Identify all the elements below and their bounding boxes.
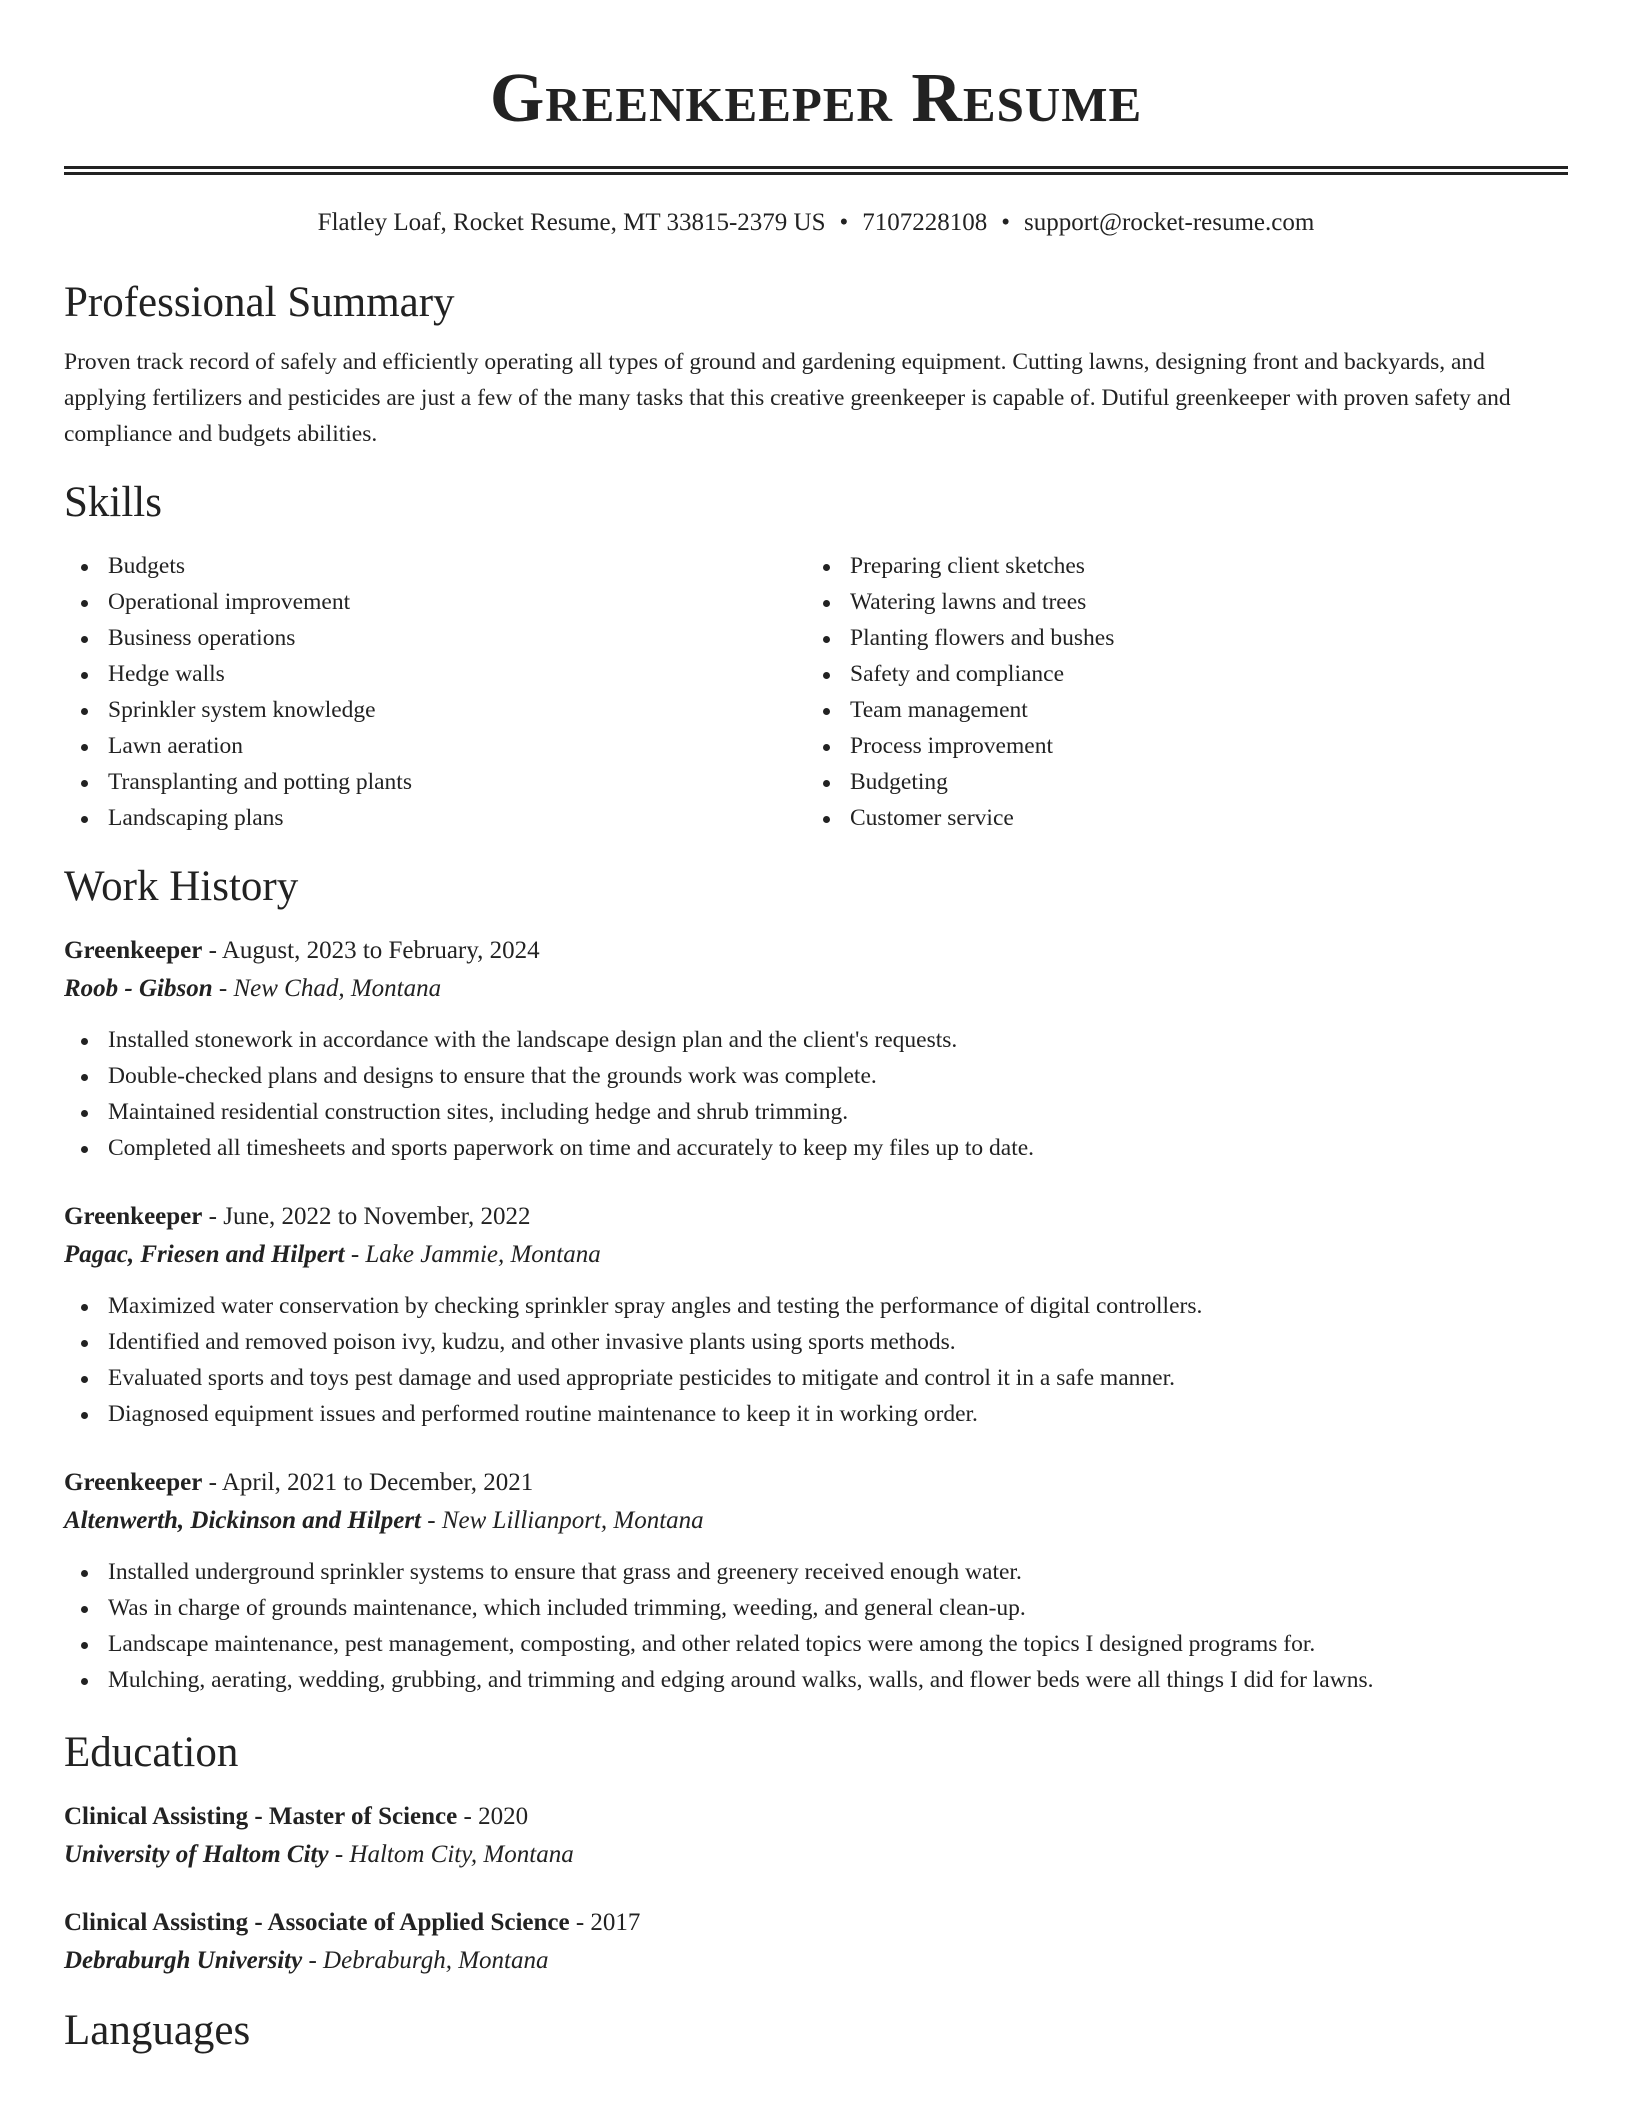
employer-name: Roob - Gibson xyxy=(64,975,213,1002)
employer-name: Altenwerth, Dickinson and Hilpert xyxy=(64,1507,422,1534)
skill-item: Team management xyxy=(806,692,1548,728)
skill-item: Watering lawns and trees xyxy=(806,584,1548,620)
skill-item: Preparing client sketches xyxy=(806,548,1548,584)
duty-item: Completed all timesheets and sports paperwork on time and accurately to keep my files up to date. xyxy=(64,1130,1568,1166)
job-title-line xyxy=(64,1198,1568,1236)
languages-heading: Languages xyxy=(64,2007,251,2054)
contact-separator: • xyxy=(839,209,849,236)
skill-item: Process improvement xyxy=(806,728,1548,764)
job-dates: - June, 2022 to November, 2022 xyxy=(202,1203,531,1230)
contact-phone: 7107228108 xyxy=(862,209,988,236)
job-duties xyxy=(64,1022,1568,1166)
duty-item: Installed underground sprinkler systems to ensure that grass and greenery received enough water. xyxy=(64,1554,1568,1590)
work-history-heading: Work History xyxy=(64,863,299,910)
job-title-line xyxy=(64,932,1568,970)
duty-item: Landscape maintenance, pest management, composting, and other related topics were among the topics I designed programs for. xyxy=(64,1626,1568,1662)
degree-name: Clinical Assisting - Associate of Applied Science xyxy=(64,1909,570,1936)
job-entry xyxy=(64,1464,1568,1698)
school-line xyxy=(64,1836,1568,1874)
skill-item: Planting flowers and bushes xyxy=(806,620,1548,656)
skill-item: Landscaping plans xyxy=(64,800,806,836)
skills-heading: Skills xyxy=(64,479,162,526)
skills-list xyxy=(64,548,1568,836)
skill-item: Operational improvement xyxy=(64,584,806,620)
job-duties xyxy=(64,1288,1568,1432)
employer-line xyxy=(64,970,1568,1008)
skill-item: Budgets xyxy=(64,548,806,584)
contact-line xyxy=(64,208,1568,238)
duty-item: Diagnosed equipment issues and performed routine maintenance to keep it in working order. xyxy=(64,1396,1568,1432)
degree-name: Clinical Assisting - Master of Science xyxy=(64,1803,458,1830)
summary-heading: Professional Summary xyxy=(64,279,455,326)
job-title: Greenkeeper xyxy=(64,1203,203,1230)
employer-location: - Lake Jammie, Montana xyxy=(344,1241,601,1268)
school-name: University of Haltom City xyxy=(64,1841,329,1868)
job-title: Greenkeeper xyxy=(64,937,203,964)
duty-item: Was in charge of grounds maintenance, which included trimming, weeding, and general clean-up. xyxy=(64,1590,1568,1626)
employer-line xyxy=(64,1502,1568,1540)
employer-name: Pagac, Friesen and Hilpert xyxy=(64,1241,345,1268)
skill-item: Hedge walls xyxy=(64,656,806,692)
employer-line xyxy=(64,1236,1568,1274)
duty-item: Installed stonework in accordance with the landscape design plan and the client's requests. xyxy=(64,1022,1568,1058)
skill-item: Customer service xyxy=(806,800,1548,836)
school-name: Debraburgh University xyxy=(64,1947,303,1974)
duty-item: Identified and removed poison ivy, kudzu, and other invasive plants using sports methods. xyxy=(64,1324,1568,1360)
resume-title: Greenkeeper Resume xyxy=(489,60,1143,137)
skill-item: Lawn aeration xyxy=(64,728,806,764)
skills-column-right xyxy=(806,548,1548,836)
contact-email: support@rocket-resume.com xyxy=(1024,209,1315,236)
duty-item: Evaluated sports and toys pest damage and used appropriate pesticides to mitigate and control it in a safe manner. xyxy=(64,1360,1568,1396)
degree-line xyxy=(64,1798,1568,1836)
school-line xyxy=(64,1942,1568,1980)
school-location: - Haltom City, Montana xyxy=(328,1841,574,1868)
duty-item: Mulching, aerating, wedding, grubbing, and trimming and edging around walks, walls, and flower beds were all things I did for lawns. xyxy=(64,1662,1568,1698)
duty-item: Double-checked plans and designs to ensure that the grounds work was complete. xyxy=(64,1058,1568,1094)
contact-address: Flatley Loaf, Rocket Resume, MT 33815-2379 US xyxy=(317,209,826,236)
employer-location: - New Chad, Montana xyxy=(212,975,442,1002)
degree-year: - 2017 xyxy=(569,1909,641,1936)
duty-item: Maintained residential construction sites, including hedge and shrub trimming. xyxy=(64,1094,1568,1130)
job-dates: - April, 2021 to December, 2021 xyxy=(202,1469,534,1496)
job-dates: - August, 2023 to February, 2024 xyxy=(202,937,540,964)
job-duties xyxy=(64,1554,1568,1698)
skill-item: Safety and compliance xyxy=(806,656,1548,692)
contact-separator: • xyxy=(1001,209,1011,236)
skills-column-left xyxy=(64,548,806,836)
summary-text: Proven track record of safely and efficiently operating all types of ground and gardening equipment. Cutting lawns, designing front and backyards, and applying fertilizers and pesticides are just a few of the many tasks that this creative greenkeeper is capable of. Dutiful greenkeeper with proven safety and compliance and budgets abilities. xyxy=(64,349,1511,447)
employer-location: - New Lillianport, Montana xyxy=(421,1507,704,1534)
job-title-line xyxy=(64,1464,1568,1502)
education-heading: Education xyxy=(64,1729,239,1776)
skill-item: Budgeting xyxy=(806,764,1548,800)
title-double-rule xyxy=(64,166,1568,175)
job-entry xyxy=(64,1198,1568,1432)
job-entry xyxy=(64,932,1568,1166)
duty-item: Maximized water conservation by checking sprinkler spray angles and testing the performance of digital controllers. xyxy=(64,1288,1568,1324)
degree-line xyxy=(64,1904,1568,1942)
degree-year: - 2020 xyxy=(457,1803,529,1830)
job-title: Greenkeeper xyxy=(64,1469,203,1496)
skill-item: Business operations xyxy=(64,620,806,656)
skill-item: Sprinkler system knowledge xyxy=(64,692,806,728)
education-entry xyxy=(64,1798,1568,1874)
school-location: - Debraburgh, Montana xyxy=(302,1947,549,1974)
education-entry xyxy=(64,1904,1568,1980)
skill-item: Transplanting and potting plants xyxy=(64,764,806,800)
